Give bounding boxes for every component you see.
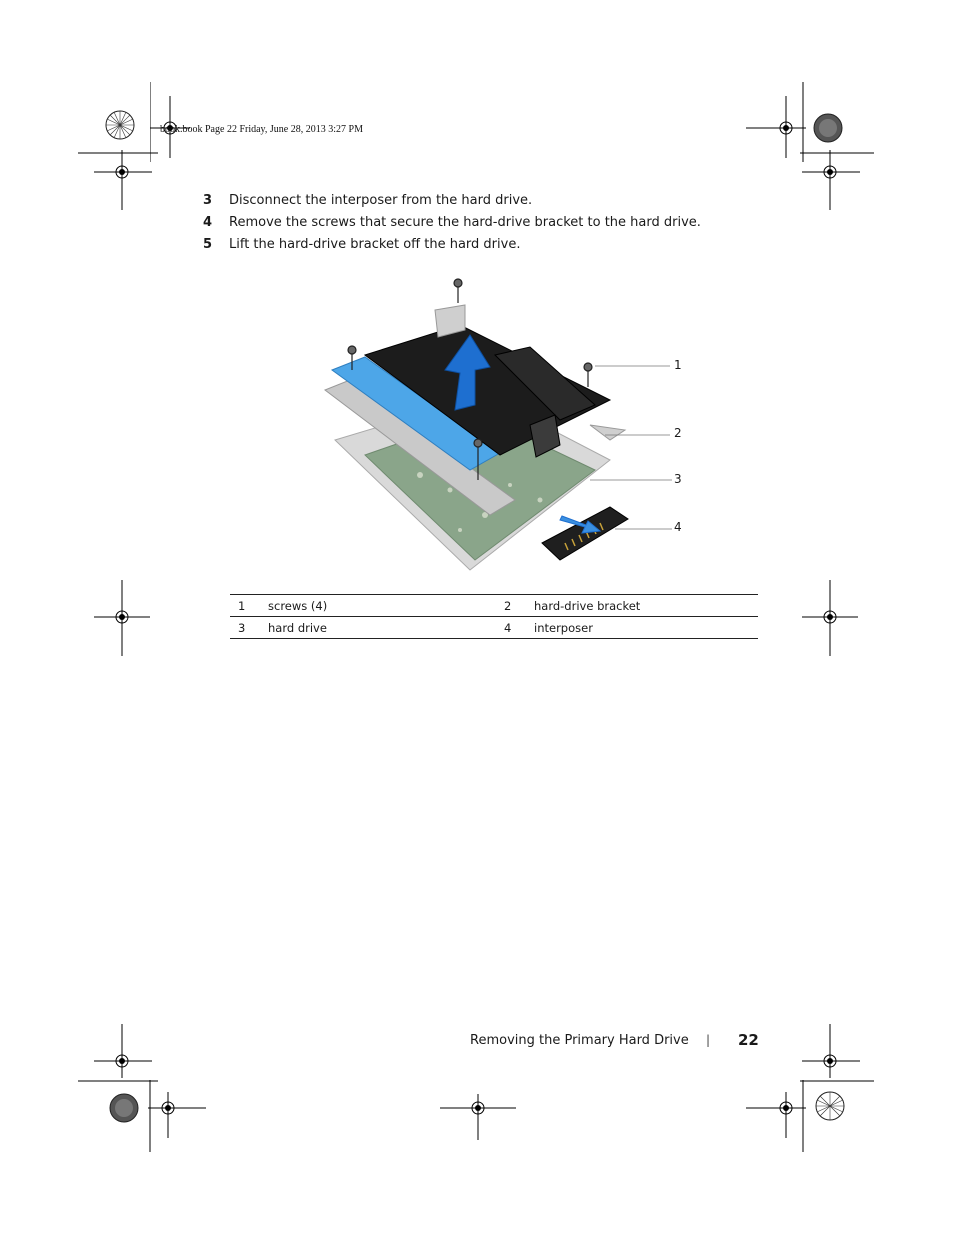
callout-4: 4 xyxy=(674,520,682,534)
legend-number: 3 xyxy=(238,620,246,635)
page-number: 22 xyxy=(738,1031,759,1049)
legend-label: screws (4) xyxy=(268,598,328,613)
registration-mark-top-right xyxy=(808,108,848,148)
step-4 xyxy=(203,215,701,230)
step-text: Remove the screws that secure the hard-drive bracket to the hard drive. xyxy=(229,215,701,230)
step-3 xyxy=(203,193,532,208)
step-text: Disconnect the interposer from the hard drive. xyxy=(229,193,533,208)
legend-label: hard drive xyxy=(268,620,327,635)
table-row xyxy=(230,595,758,617)
crosshair-mark-bottom-left-b xyxy=(148,1080,208,1152)
crosshair-mark-mid-left xyxy=(90,580,150,656)
footer-section-title: Removing the Primary Hard Drive xyxy=(470,1033,689,1048)
step-text: Lift the hard-drive bracket off the hard drive. xyxy=(229,237,521,252)
crosshair-mark-bottom-center xyxy=(440,1094,516,1140)
crosshair-mark-top-right-b xyxy=(790,150,880,210)
crosshair-mark-mid-right xyxy=(800,580,860,656)
legend-number: 2 xyxy=(504,598,512,613)
step-number: 4 xyxy=(203,215,213,230)
legend-label: interposer xyxy=(534,620,593,635)
step-number: 3 xyxy=(203,193,213,208)
crosshair-mark-bottom-right xyxy=(790,1024,880,1084)
callout-legend-table xyxy=(230,594,758,639)
footer-separator: | xyxy=(706,1033,711,1047)
callout-1: 1 xyxy=(674,358,682,372)
table-row xyxy=(230,617,758,639)
callout-2: 2 xyxy=(674,426,682,440)
registration-mark-top-left xyxy=(100,105,140,145)
legend-label: hard-drive bracket xyxy=(534,598,641,613)
crosshair-mark-bottom-left xyxy=(78,1024,168,1084)
callout-3: 3 xyxy=(674,472,682,486)
hard-drive-illustration xyxy=(310,275,690,575)
crosshair-mark-top-left-b xyxy=(78,150,168,210)
legend-number: 4 xyxy=(504,620,512,635)
print-stamp: book.book Page 22 Friday, June 28, 2013 3:27 PM xyxy=(160,124,363,135)
crosshair-mark-bottom-right-b xyxy=(746,1080,806,1152)
legend-number: 1 xyxy=(238,598,246,613)
registration-mark-bottom-right xyxy=(810,1086,850,1126)
interposer xyxy=(542,507,628,560)
step-number: 5 xyxy=(203,237,213,252)
step-5 xyxy=(203,237,520,252)
registration-mark-bottom-left xyxy=(104,1088,144,1128)
